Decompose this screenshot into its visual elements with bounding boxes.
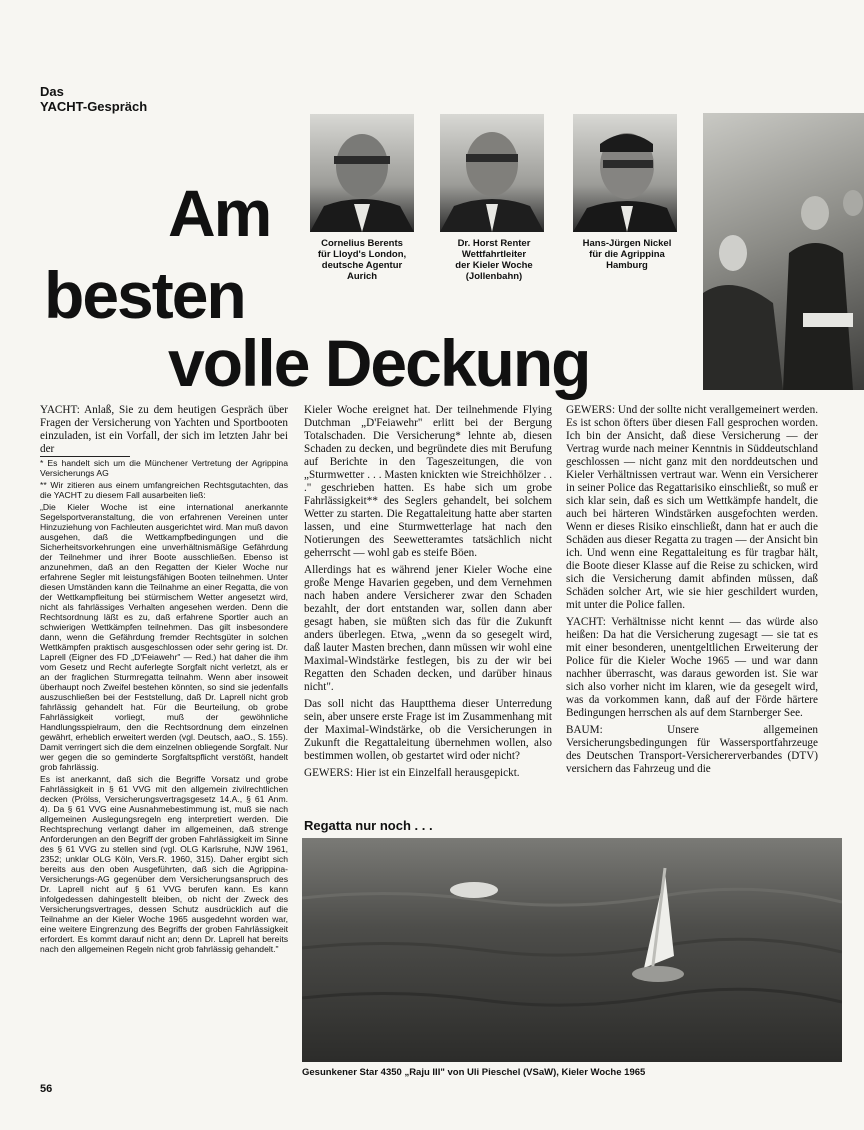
legal-quote-2: Es ist anerkannt, daß sich die Begriffe Vorsatz und grobe Fahrlässigkeit in § 61 VVG mit den allgemein zivilrechtlichen decken (Prölss, Versicherungsvertragsgesetz 14.A., § 61 Anm. 4). Da § 61 VVG eine Ausnahmebestimmung ist, muß sie nach allgemeinen Auslegungsregeln eng interpretiert werden. Die Rechtsprechung verlangt daher im allgemeinen, daß strenge Anforderungen an den Begriff der groben Fahrlässigkeit im Sinne des § 61 VVG zu stellen sind (vgl. OLG Karlsruhe, NJW 1961, 2352; unklar OLG Köln, Vers.R. 1960, 315). Daher ergibt sich bereits aus den oben Ausgeführten, daß sich die Agrippina-Versicherungs-AG gegenüber dem Versicherungsanspruch des Dr. Laprell nicht auf § 61 VVG berufen kann. Es kann infolgedessen dahingestellt bleiben, ob nicht der Zweck des Versicherungsvertrages, dessen Schutz ausdrücklich auf die Teilnahme an der Kieler Woche 1965 ausgedehnt worden war, eine weitere Eingrenzung des Begriffs der groben Fahrlässigkeit erfordert. Es kommt darauf nicht an; denn Dr. Laprell hat bereits nach den allgemeinen Regeln nicht grob fahrlässig gehandelt." <box>40 774 288 954</box>
caption-berents <box>296 238 428 282</box>
sinking-boat-photo <box>302 838 842 1062</box>
caption-line: Wettfahrtleiter <box>461 249 527 260</box>
caption-line: (Jollenbahn) <box>465 271 523 282</box>
caption-line: Dr. Horst Renter <box>457 238 531 249</box>
caption-line: Aurich <box>346 271 378 282</box>
photo-subhead: Regatta nur noch . . . <box>304 818 433 833</box>
paragraph: GEWERS: Und der sollte nicht verallgemeinert werden. Es ist schon öfters über diesen Fall gesprochen worden. Ich bin der Ansicht, daß diese Versicherung — der Vertrag wurde nach meiner Kenntnis in Süddeutschland geschlossen — nicht ganz mit den norddeutschen und Kieler Verhältnissen vertraut war. Wenn ein Versicherer in seiner Police das Regattarisiko einschließt, so muß er sich klar sein, daß es sich um Wettkämpfe handelt, die auch bei härteren Windstärken ausgefochten werden. Wenn er dieses Risiko einschließt, dann hat er auch die Schäden aus dieser Regatta zu tragen — der Ansicht bin ich. Und wenn eine Regattaleitung es für tragbar hält, die Boote dieser Klasse auf die Reise zu schicken, wird sich die Versicherung damit abfinden müssen, daß Schäden solcher Art, wie sie hier geschildert wurden, mit unter die Police fallen. <box>566 404 818 611</box>
footnote-1: * Es handelt sich um die Münchener Vertretung der Agrippina Versicherungs AG <box>40 458 288 478</box>
paragraph: YACHT: Verhältnisse nicht kennt — das würde also heißen: Da hat die Versicherung zugesagt — sie tat es mit einer besonderen, unentgeltlichen Erweiterung der Police für die Kieler Woche 1965 — und war dann nachher überrascht, was daraus geworden ist. Sie war sich also vorher nicht im klaren, wie da gesegelt wird, was da vorkommen kann, daß auf der Förde härtere Bedingungen herrschen als auf dem Starnberger See. <box>566 616 818 719</box>
caption-nickel <box>561 238 693 271</box>
portrait-photo-icon <box>310 114 414 232</box>
portrait-photo-icon <box>573 114 677 232</box>
meeting-photo <box>703 113 864 390</box>
photo-caption: Gesunkener Star 4350 „Raju III" von Uli Pieschel (VSaW), Kieler Woche 1965 <box>302 1067 646 1078</box>
headline-line-2: besten <box>44 258 245 332</box>
caption-line: Cornelius Berents <box>321 238 403 249</box>
paragraph: Allerdings hat es während jener Kieler Woche eine große Menge Havarien gegeben, und dem Vernehmen nach haben andere Versicherer zwar den Schaden bezahlt, der dort entstanden war, sollen dann aber gesagt haben, sie müßten sich das für die Zukunft anders überlegen. Etwa, „wenn da so gesegelt wird, daß lauter Masten brechen, dann müssen wir wohl eine Maximal-Windstärke festlegen, bis zu der wir bei Regatten den Schaden decken, und darüber hinaus nicht". <box>304 564 552 693</box>
footnote-divider <box>40 456 130 457</box>
caption-line: der Kieler Woche <box>455 260 533 271</box>
paragraph: GEWERS: Hier ist ein Einzelfall herausgepickt. <box>304 767 520 779</box>
column-2 <box>304 404 552 784</box>
portrait-nickel <box>573 114 677 232</box>
caption-line: für die Agrippina <box>589 249 665 260</box>
kicker-line-1: Das <box>40 84 64 99</box>
section-kicker <box>40 84 260 114</box>
portrait-renter <box>440 114 544 232</box>
headline-line-3: volle Deckung <box>168 326 590 400</box>
portrait-photo-icon <box>440 114 544 232</box>
paragraph: Kieler Woche ereignet hat. Der teilnehmende Flying Dutchman „D'Feiawehr" erlitt bei der Bergung Totalschaden. Die Versicherung* lehnte ab, diesen Schaden zu decken, und begründete dies mit Berufung auf Berichte in den Tageszeitungen, die von „Sturmwetter . . . Masten knickten wie Streichhölzer . . ." geschrieben hatten. Es habe sich um grobe Fahrlässigkeit** des Seglers gehandelt, bei solchem Wetter zu starten. Die Regattaleitung hatte aber starten lassen, und eine Sturmwetterlage hat nach den Notierungen des Seewetteramtes tatsächlich nicht geherrscht — wohl gab es steife Böen. <box>304 404 552 559</box>
portrait-berents <box>310 114 414 232</box>
footnotes <box>40 458 288 956</box>
paragraph: Das soll nicht das Hauptthema dieser Unterredung sein, aber unsere erste Frage ist im Zusammenhang mit der Maximal-Windstärke, ob die Versicherungen in Zukunft die Regattaleitung übernehmen wollen, also bestimmen wollen, ob gestartet wird oder nicht? <box>304 698 552 762</box>
column-3 <box>566 404 818 780</box>
sinking-sailboat-icon <box>302 838 842 1062</box>
caption-line: Hamburg <box>606 260 648 271</box>
legal-quote-1: „Die Kieler Woche ist eine international anerkannte Segelsportveranstaltung, die von erfahrenen Vereinen unter Hinzuziehung von Fachleuten ausgerichtet wird. Man muß davon ausgehen, daß die Wettkampfbedingungen und die Sicherheitsvorkehrungen eine unverhältnismäßige Gefährdung der Teilnehmer und ihrer Boote ausschließen. Ebenso ist anzunehmen, daß an den Regatten der Kieler Woche nur erfahrene Segler mit leistungsfähigen Booten teilnehmen. Unter diesen Umständen kann die Teilnahme an einer Regatta, die von der Wettkampfleitung bei stürmischem Wetter angesetzt wird, nicht als fahrlässiges Verhalten angesehen werden. Denn die Rechtsordnung läßt es zu, daß erfahrene Sportler auch an schwierigen Wettkämpfen teilnehmen. Das gilt insbesondere dann, wenn die Gefährdung fremder Rechtsgüter in solchen Wettkämpfen praktisch ausgeschlossen oder sehr gering ist. Dr. Laprell (Eigner des FD „D'Feiawehr" — Red.) hat daher die ihm vom Gesetz und Recht auferlegte Sorgfalt nicht verletzt, als er an der fraglichen Sturmregatta teilnahm. Wenn aber insoweit überhaupt noch Zweifel bestehen könnten, so sind sie jedenfalls auszuschließen bei der Feststellung, daß Dr. Laprell nicht grob fahrlässig gehandelt hat. Für die Beurteilung, ob grobe Fahrlässigkeit vorliegt, muß der gewöhnliche Handlungsspielraum, den die Rechtsordnung dem einzelnen gewährt, erheblich erweitert werden (vgl. Deutsch, aaO., S. 155). Damit verringert sich die dem einzelnen obliegende Sorgfalt. Nur wer gegen die so geminderte Sorgfaltspflicht verstößt, handelt grob fahrlässig. <box>40 502 288 772</box>
headline-line-1: Am <box>168 176 271 250</box>
page-number: 56 <box>40 1083 53 1095</box>
caption-line: Hans-Jürgen Nickel <box>582 238 672 249</box>
column-1 <box>40 404 288 460</box>
intro-paragraph: YACHT: Anlaß, Sie zu dem heutigen Gespräch über Fragen der Versicherung von Yachten und Sportbooten einzuladen, ist ein Vorfall, der sich im letzten Jahr bei der <box>40 404 288 455</box>
caption-line: für Lloyd's London, <box>317 249 407 260</box>
people-at-table-icon <box>703 113 864 390</box>
caption-renter <box>428 238 560 282</box>
kicker-line-2: YACHT-Gespräch <box>40 99 148 114</box>
caption-line: deutsche Agentur <box>321 260 403 271</box>
footnote-2: ** Wir zitieren aus einem umfangreichen Rechtsgutachten, das die YACHT zu diesem Fall ausarbeiten ließ: <box>40 480 288 500</box>
paragraph: BAUM: Unsere allgemeinen Versicherungsbedingungen für Wassersportfahrzeuge des Deutschen Transport-Versichererverbandes (DTV) versichern das Fahrzeug und die <box>566 724 818 775</box>
